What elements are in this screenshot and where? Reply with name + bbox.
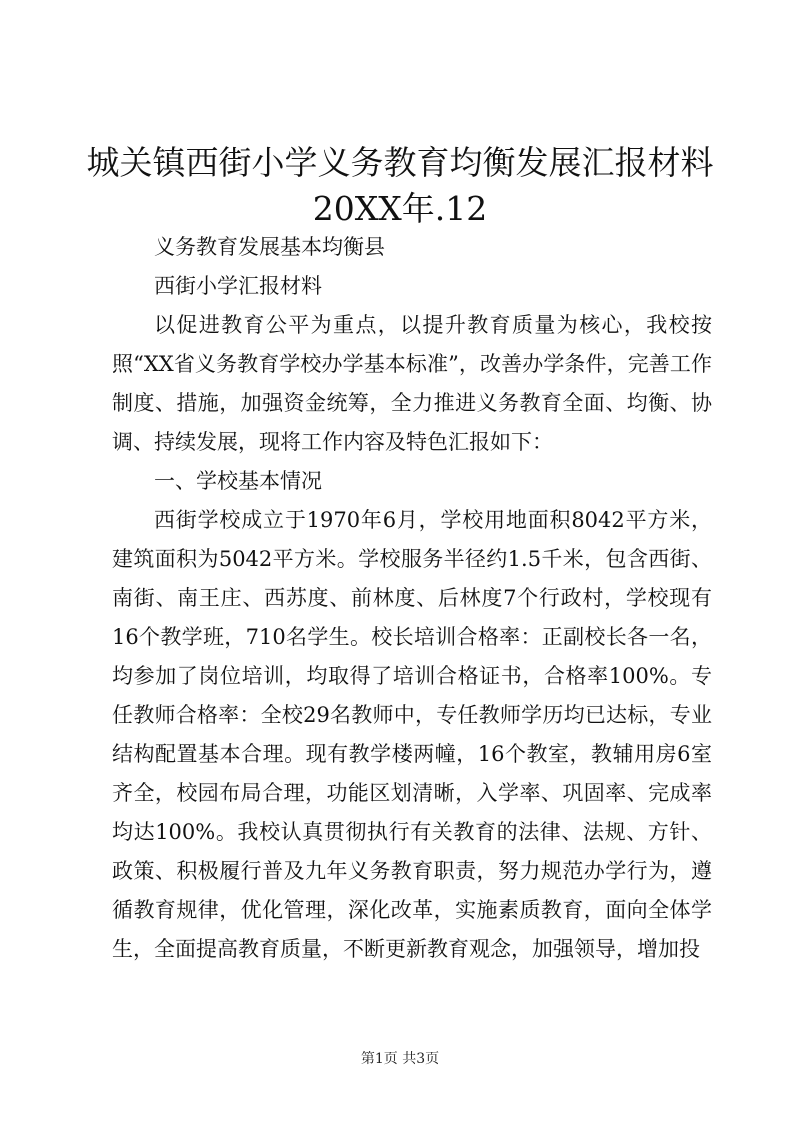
document-title [0, 140, 800, 232]
title-line-2: 20XX年.12 [312, 189, 488, 228]
title-line-1: 城关镇西街小学义务教育均衡发展汇报材料 [86, 143, 714, 182]
section-heading-basic-info: 一、学校基本情况 [154, 469, 322, 493]
paragraph-report-title: 西街小学汇报材料 [154, 274, 322, 298]
paragraph-intro: 以促进教育公平为重点，以提升教育质量为核心，我校按照“XX省义务教育学校办学基本标准”，改善办学条件，完善工作制度、措施，加强资金统筹，全力推进义务教育全面、均衡、协调、持续发展，现将工作内容及特色汇报如下： [112, 313, 712, 454]
page-footer: 第1页 共3页 [360, 1051, 440, 1067]
document-body [112, 228, 712, 969]
paragraph-basic-info: 西街学校成立于1970年6月，学校用地面积8042平方米，建筑面积为5042平方米。学校服务半径约1.5千米，包含西街、南街、南王庄、西苏度、前林度、后林度7个行政村，学校现有16个教学班，710名学生。校长培训合格率：正副校长各一名，均参加了岗位培训，均取得了培训合格证书，合格率100%。专任教师合格率：全校29名教师中，专任教师学历均已达标，专业结构配置基本合理。现有教学楼两幢，16个教室，教辅用房6室齐全，校园布局合理，功能区划清晰，入学率、巩固率、完成率均达100%。我校认真贯彻执行有关教育的法律、法规、方针、政策、积极履行普及九年义务教育职责，努力规范办学行为，遵循教育规律，优化管理，深化改革，实施素质教育，面向全体学生，全面提高教育质量，不断更新教育观念，加强领导，增加投 [112, 508, 712, 961]
paragraph-county: 义务教育发展基本均衡县 [154, 235, 385, 259]
